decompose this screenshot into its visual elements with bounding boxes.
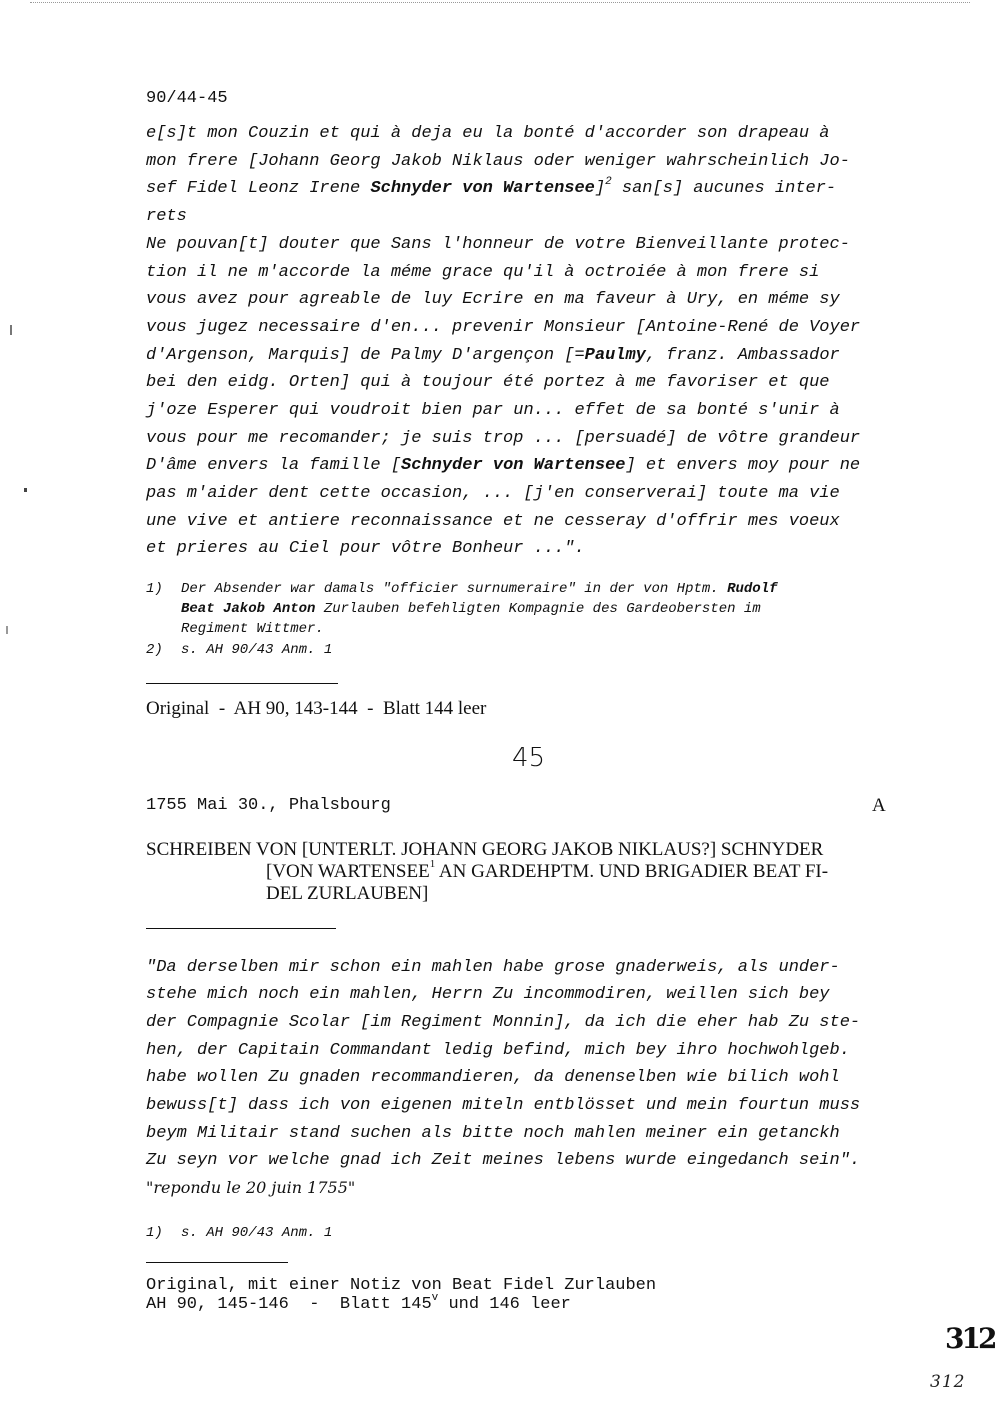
document-number: 45	[512, 743, 546, 773]
text-span: [VON WARTENSEE	[266, 861, 430, 882]
text-line: Ne pouvan[t] douter que Sans l'honneur de votre Bienveillante protec-	[146, 235, 850, 254]
document-type-letter: A	[872, 795, 886, 816]
scan-speck	[10, 325, 12, 335]
text-span: AN GARDEHPTM. UND BRIGADIER BEAT FI-	[435, 861, 829, 882]
superscript: v	[431, 1292, 439, 1304]
document-title-line: DEL ZURLAUBEN]	[266, 883, 429, 904]
text-line: pas m'aider dent cette occasion, ... [j'en conserverai] toute ma vie	[146, 484, 840, 503]
text-line: vous avez pour agreable de luy Ecrire en ma faveur à Ury, en méme sy	[146, 290, 840, 309]
document-title-line: SCHREIBEN VON [UNTERLT. JOHANN GEORG JAKOB NIKLAUS?] SCHNYDER	[146, 839, 824, 860]
footnote-number: 2)	[146, 642, 163, 658]
text-line	[146, 456, 860, 475]
footnote-line: s. AH 90/43 Anm. 1	[181, 1225, 333, 1241]
divider-rule	[146, 928, 336, 929]
text-line	[146, 176, 837, 198]
divider-rule	[146, 1262, 288, 1263]
footnote-ref: 1	[429, 858, 436, 870]
text-line: vous jugez necessaire d'en... prevenir Monsieur [Antoine-René de Voyer	[146, 318, 861, 337]
text-line: Zu seyn vor welche gnad ich Zeit meines lebens wurde eingedanch sein".	[146, 1151, 861, 1170]
footnote-number: 1)	[146, 581, 163, 597]
original-source-line: Original, mit einer Notiz von Beat Fidel Zurlauben	[146, 1276, 657, 1295]
original-source-line	[146, 1292, 571, 1314]
text-line: stehe mich noch ein mahlen, Herrn Zu incommodiren, weillen sich bey	[146, 985, 830, 1004]
text-line: beym Militair stand suchen als bitte noch mahlen meiner ein getanckh	[146, 1124, 840, 1143]
text-line: bei den eidg. Orten] qui à toujour été portez à me favoriser et que	[146, 373, 830, 392]
scan-speck	[24, 488, 27, 492]
footnote-line: Regiment Wittmer.	[181, 621, 324, 637]
scan-speck	[6, 626, 8, 634]
footnote-number: 1)	[146, 1225, 163, 1241]
handwritten-note-transcription: "repondu le 20 juin 1755"	[146, 1178, 356, 1197]
bold-name: Schnyder von Wartensee	[401, 456, 626, 475]
text-span: sef Fidel Leonz Irene	[146, 179, 371, 198]
bold-name: Paulmy	[584, 346, 646, 365]
original-source-line: Original - AH 90, 143-144 - Blatt 144 leer	[146, 698, 487, 719]
footnote-line: s. AH 90/43 Anm. 1	[181, 642, 333, 658]
text-span: Der Absender war damals "officier surnumeraire" in der von Hptm.	[181, 581, 728, 597]
scan-top-edge	[30, 2, 970, 3]
text-line: rets	[146, 207, 187, 226]
text-line: vous pour me recomander; je suis trop ... [persuadé] de vôtre grandeur	[146, 429, 861, 448]
text-span: D'âme envers la famille [	[146, 456, 402, 475]
footnote-line	[181, 581, 778, 597]
text-line: hen, der Capitain Commandant ledig befind, mich bey ihro hochwohlgeb.	[146, 1041, 850, 1060]
document-title-line	[266, 858, 829, 883]
text-span: ]	[594, 179, 606, 198]
page-number-stamp: 312	[945, 1322, 995, 1355]
text-line: et prieres au Ciel pour vôtre Bonheur ...".	[146, 539, 585, 558]
footnote-line	[181, 601, 761, 617]
text-span: AH 90, 145-146 - Blatt 145	[146, 1295, 432, 1314]
text-line: mon frere [Johann Georg Jakob Niklaus oder weniger wahrscheinlich Jo-	[146, 152, 850, 171]
text-span: , franz. Ambassador	[645, 346, 840, 365]
bold-name: Beat Jakob Anton	[181, 601, 316, 617]
text-span: ] et envers moy pour ne	[625, 456, 861, 475]
text-line: tion il ne m'accorde la méme grace qu'il à octroiée à mon frere si	[146, 263, 820, 282]
text-span: san[s] aucunes inter-	[611, 179, 837, 198]
page-number-pencil: 312	[930, 1372, 966, 1392]
text-line: "Da derselben mir schon ein mahlen habe grose gnaderweis, als under-	[146, 958, 840, 977]
text-line: une vive et antiere reconnaissance et ne cesseray d'offrir mes voeux	[146, 512, 840, 531]
bold-name: Schnyder von Wartensee	[370, 179, 595, 198]
text-span: Zurlauben befehligten Kompagnie des Gardeobersten im	[315, 601, 761, 617]
text-line: der Compagnie Scolar [im Regiment Monnin], da ich die eher hab Zu ste-	[146, 1013, 861, 1032]
document-reference: 90/44-45	[146, 89, 228, 108]
footnote-ref: 2	[605, 176, 612, 188]
text-span: d'Argenson, Marquis] de Palmy D'argençon [=	[146, 346, 585, 365]
text-line: j'oze Esperer qui voudroit bien par un... effet de sa bonté s'unir à	[146, 401, 840, 420]
divider-rule	[146, 683, 338, 684]
text-line: habe wollen Zu gnaden recommandieren, da denenselben wie bilich wohl	[146, 1068, 840, 1087]
text-span: und 146 leer	[438, 1295, 571, 1314]
text-line: bewuss[t] dass ich von eigenen miteln entblösset und mein fourtun muss	[146, 1096, 861, 1115]
bold-name: Rudolf	[727, 581, 778, 597]
text-line: e[s]t mon Couzin et qui à deja eu la bonté d'accorder son drapeau à	[146, 124, 830, 143]
text-line	[146, 346, 840, 365]
document-date-place: 1755 Mai 30., Phalsbourg	[146, 796, 391, 815]
